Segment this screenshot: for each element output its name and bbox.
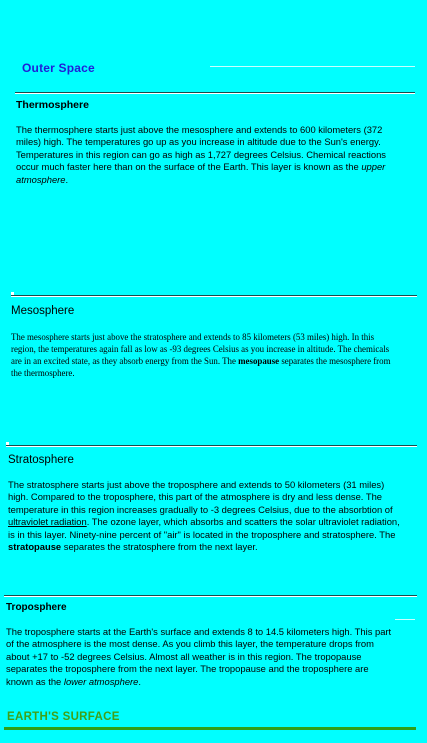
stratosphere-bold: stratopause [8, 541, 62, 553]
troposphere-faint-line [395, 619, 415, 620]
thermosphere-text-main: The thermosphere starts just above the mesosphere and extends to 600 kilometers (372 miles) high. The temperatures go up as you increase in altitude due to the Sun's energy. Temperatures in this region can go as high as 1,727 degrees Celsius. Chemical reactions occur much faster here than on the surface of the Earth. This layer is known as the [16, 124, 386, 173]
divider-mesosphere [11, 295, 417, 297]
thermosphere-emphasis: upper atmosphere [16, 161, 386, 185]
ultraviolet-radiation-link[interactable]: ultraviolet radiation [8, 516, 87, 528]
mesosphere-text [11, 331, 396, 379]
top-faint-line [210, 66, 415, 67]
earth-surface-label: EARTH'S SURFACE [7, 711, 120, 723]
thermosphere-text-end: . [65, 173, 69, 185]
stratosphere-heading: Stratosphere [8, 454, 74, 466]
stratosphere-text-main: The stratosphere starts just above the troposphere and extends to 50 kilometers (31 miles) high. Compared to the troposphere, this part of the atmosphere is dry and less dense. The temperature in this region increases gradually to -3 degrees Celsius, due to the absorbtion of [8, 479, 393, 515]
divider-thermosphere [15, 92, 415, 94]
troposphere-heading: Troposphere [6, 602, 67, 613]
troposphere-emphasis: lower atmosphere [63, 675, 139, 687]
page-title: Outer Space [22, 61, 95, 75]
mesosphere-heading: Mesosphere [11, 305, 75, 317]
stratosphere-text-end: separates the stratosphere from the next layer. [61, 541, 258, 553]
divider-stratosphere [6, 445, 417, 447]
troposphere-text-end: . [138, 675, 141, 687]
mesosphere-bold: mesopause [238, 356, 280, 366]
stratosphere-text-middle: . The ozone layer, which absorbs and scatters the solar ultraviolet radiation, is in this layer. Ninety-nine percent of "air" is located in the troposphere and stratosphere. The [8, 516, 400, 540]
earth-surface-bar [4, 727, 416, 730]
mesosphere-text-end: separates the mesosphere from the thermosphere. [11, 356, 391, 378]
troposphere-text-main: The troposphere starts at the Earth's surface and extends 8 to 14.5 kilometers high. This part of the atmosphere is the most dense. As you climb this layer, the temperature drops from about +17 to -52 degrees Celsius. Almost all weather is in this region. The tropopause separates the troposphere from the next layer. The tropopause and the troposphere are known as the [6, 626, 392, 687]
stratosphere-text [8, 479, 400, 553]
mesosphere-text-main: The mesosphere starts just above the stratosphere and extends to 85 kilometers (53 miles) high. In this region, the temperatures again fall as low as -93 degrees Celsius as you increase in altitude. The chemicals are in an excited state, as they absorb energy from the Sun. The [11, 332, 390, 366]
thermosphere-heading: Thermosphere [16, 99, 89, 111]
divider-troposphere [4, 595, 417, 597]
thermosphere-text [16, 124, 401, 186]
troposphere-text [6, 626, 398, 688]
